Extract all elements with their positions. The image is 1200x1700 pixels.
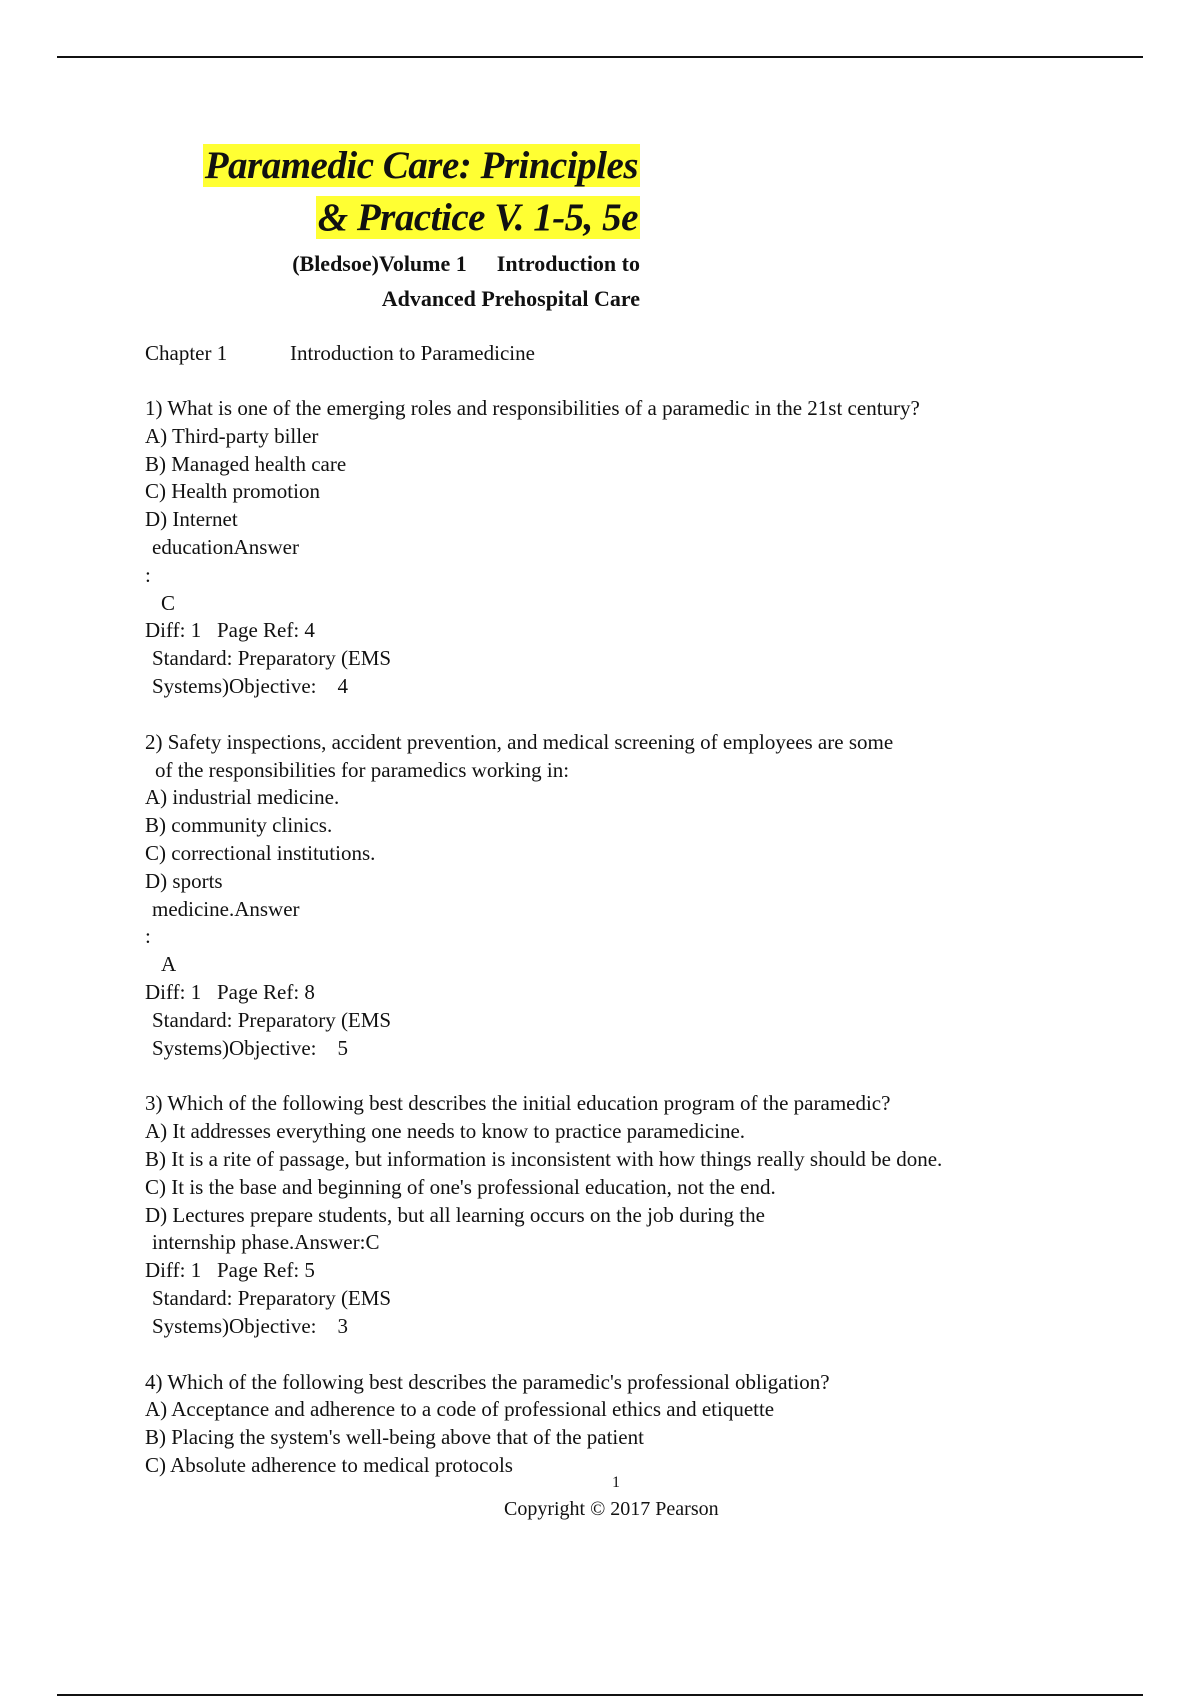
question-stem: 2) Safety inspections, accident prevention, and medical screening of employees are some xyxy=(145,729,894,754)
objective: Systems)Objective: 3 xyxy=(152,1313,348,1338)
question-3 xyxy=(145,1090,1105,1340)
answer-colon: : xyxy=(145,924,151,949)
option-c: C) Absolute adherence to medical protocols xyxy=(145,1452,513,1477)
copyright-notice: Copyright © 2017 Pearson xyxy=(504,1498,719,1520)
option-c: C) It is the base and beginning of one's professional education, not the end. xyxy=(145,1174,776,1199)
option-d: D) Lectures prepare students, but all learning occurs on the job during the xyxy=(145,1202,765,1227)
objective: Systems)Objective: 4 xyxy=(152,673,348,698)
option-c: C) correctional institutions. xyxy=(145,840,376,865)
chapter-heading xyxy=(145,339,1105,367)
question-stem: 4) Which of the following best describes the paramedic's professional obligation? xyxy=(145,1369,830,1394)
answer-value: C xyxy=(161,590,176,615)
option-d-continuation: medicine.Answer xyxy=(152,896,300,921)
standard: Standard: Preparatory (EMS xyxy=(152,646,392,671)
document-title-block xyxy=(180,143,640,315)
answer-value: A xyxy=(161,952,177,977)
question-1 xyxy=(145,395,1105,701)
top-rule xyxy=(57,56,1143,58)
volume-label: (Bledsoe)Volume 1 xyxy=(292,251,467,276)
question-2 xyxy=(145,729,1105,1063)
option-d: D) Internet xyxy=(145,507,238,532)
option-d: D) sports xyxy=(145,868,223,893)
volume-title-part-2: Advanced Prehospital Care xyxy=(381,286,640,311)
option-b: B) It is a rite of passage, but information is inconsistent with how things really should be done. xyxy=(145,1146,943,1171)
volume-subtitle xyxy=(180,247,640,280)
page-number: 1 xyxy=(612,1474,620,1491)
option-a: A) Acceptance and adherence to a code of professional ethics and etiquette xyxy=(145,1397,775,1422)
option-a: A) industrial medicine. xyxy=(145,785,340,810)
document-title-line-2: & Practice V. 1-5, 5e xyxy=(317,196,638,239)
question-stem: 1) What is one of the emerging roles and responsibilities of a paramedic in the 21st century? xyxy=(145,396,920,420)
option-d-continuation: educationAnswer xyxy=(152,534,299,559)
standard: Standard: Preparatory (EMS xyxy=(152,1007,392,1032)
option-b: B) Placing the system's well-being above that of the patient xyxy=(145,1425,644,1450)
option-b: B) community clinics. xyxy=(145,813,333,838)
document-body xyxy=(145,339,1105,1508)
option-a: A) It addresses everything one needs to know to practice paramedicine. xyxy=(145,1119,746,1144)
option-c: C) Health promotion xyxy=(145,479,320,504)
question-4 xyxy=(145,1369,1105,1480)
answer-colon: : xyxy=(145,562,151,587)
chapter-title: Introduction to Paramedicine xyxy=(290,341,535,365)
bottom-rule xyxy=(57,1694,1143,1696)
option-a: A) Third-party biller xyxy=(145,423,319,448)
option-b: B) Managed health care xyxy=(145,451,347,476)
standard: Standard: Preparatory (EMS xyxy=(152,1285,392,1310)
difficulty-page-ref: Diff: 1 Page Ref: 5 xyxy=(145,1258,315,1283)
question-stem-continuation: of the responsibilities for paramedics working in: xyxy=(155,757,570,782)
option-d-continuation: internship phase.Answer:C xyxy=(152,1230,380,1255)
document-title-line-1: Paramedic Care: Principles xyxy=(204,144,638,187)
question-stem: 3) Which of the following best describes the initial education program of the paramedic? xyxy=(145,1091,891,1116)
chapter-label: Chapter 1 xyxy=(145,341,228,365)
objective: Systems)Objective: 5 xyxy=(152,1035,348,1060)
volume-title-part-1: Introduction to xyxy=(496,251,640,276)
difficulty-page-ref: Diff: 1 Page Ref: 4 xyxy=(145,618,315,643)
difficulty-page-ref: Diff: 1 Page Ref: 8 xyxy=(145,979,315,1004)
